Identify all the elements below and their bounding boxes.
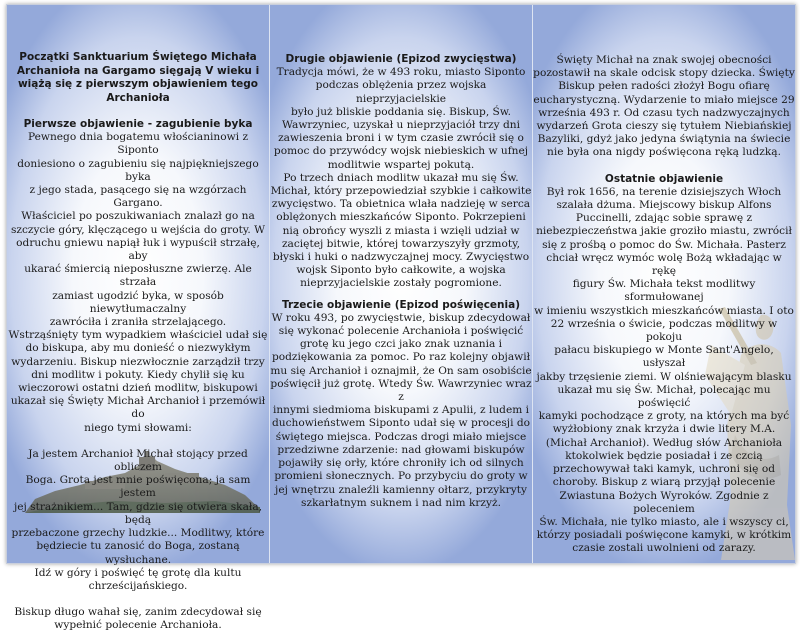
text-line: niego tymi słowami: — [84, 421, 192, 434]
text-line: niebezpieczeństwa jakie groziło miastu, zwrócił — [536, 225, 792, 238]
text-line: szalała dżuma. Miejscowy biskup Alfons — [556, 199, 772, 212]
panel-right — [533, 5, 795, 563]
text-line: z jego stada, pasącego się na wzgórzach Gargano. — [29, 184, 247, 210]
third-apparition-heading: Trzecie objawienie (Epizod poświęcenia) — [282, 298, 520, 311]
sanctuary-title-line-1: Początki Sanktuarium Świętego Michała — [19, 51, 257, 63]
text-line: Bazyliki, gdyż jako jedyna świątynia na świecie — [537, 133, 791, 146]
text-line: pozostawił na skale odcisk stopy dziecka. Święty — [533, 67, 795, 80]
text-line: grotę ku jego czci jako znak uznania i — [299, 338, 503, 351]
quote-line: będziecie tu zanosić do Boga, zostaną wysłuchane. — [36, 540, 240, 566]
text-line: ukazał mu się Św. Michał, polecając mu poświęcić — [557, 383, 771, 410]
text-line: podziękowania za pomoc. Po raz kolejny objawił — [271, 351, 531, 364]
quote-line: chrześcijańskiego. — [88, 579, 188, 592]
text-line: czasie zostali uwolnieni od zarazy. — [572, 542, 756, 555]
text-line: wyżłobiony znak krzyża i dwie litery M.A. — [552, 423, 776, 436]
text-line: Pewnego dnia bogatemu włościaninowi z Siponto — [27, 131, 249, 157]
text-line: się wykonać polecenie Archanioła i poświęcić — [278, 325, 524, 338]
text-line: doniesiono o zagubieniu się najpiękniejszego byka — [17, 157, 259, 183]
quote-line: Ja jestem Archanioł Michał stojący przed obliczem — [28, 447, 248, 474]
text-line: chciał wręcz wymóc wolę Bożą wkładając w rękę — [546, 251, 782, 278]
archangel-quote — [7, 448, 269, 593]
text-line: się z prośbą o pomoc do Św. Michała. Pasterz — [542, 238, 786, 251]
text-line: (Michał Archanioł). Według słów Archanioła — [545, 436, 783, 449]
text-line: błyski i huki o nadzwyczajnej mocy. Zwycięstwo — [272, 251, 530, 264]
text-line: Wstrząśnięty tym wypadkiem właściciel udał się — [8, 329, 268, 342]
text-line: Po trzech dniach modlitw ukazał mu się Św. — [283, 171, 519, 184]
text-line: wydarzeniu. Biskup niezwłocznie zarządził trzy — [11, 355, 265, 368]
third-apparition-text — [270, 312, 532, 510]
text-line: ukazał się Święty Michał Archanioł i przemówił do — [10, 395, 266, 421]
text-line: pałacu biskupiego w Monte Sant'Angelo, usłyszał — [554, 344, 774, 370]
text-line: dni modlitw i pokuty. Kiedy chylił się ku — [31, 368, 245, 381]
text-line: do biskupa, aby mu donieść o niezwykłym — [25, 342, 251, 355]
text-line: Wawrzyniec, uzyskał u nieprzyjaciół trzy dni — [282, 119, 520, 132]
text-line: szczycie góry, klęczącego u wejścia do groty. W — [10, 223, 266, 236]
text-line: świętego miejsca. Podczas drogi miało miejsce — [275, 430, 527, 443]
text-line: wypełnić polecenie Archanioła. — [54, 619, 222, 632]
text-line: wydarzeń Grota cieszy się tytułem Niebiańskiej — [536, 120, 792, 133]
text-line: innymi siedmioma biskupami z Apulii, z ludem i — [272, 404, 530, 417]
text-line: Święty Michał na znak swojej obecności — [556, 54, 772, 66]
text-line: Św. Michała, nie tylko miasto, ale i wszyscy ci, — [539, 515, 789, 528]
panel-left — [7, 5, 269, 632]
text-line: jakby trzęsienie ziemi. W olśniewającym blasku — [536, 370, 792, 383]
second-apparition-text — [270, 66, 532, 290]
text-line: zwycięstwo. Ta obietnica wlała nadzieję w serca — [271, 198, 531, 211]
text-line: pojawiły się orły, które chroniły ich od silnych — [278, 457, 524, 470]
last-apparition-text — [533, 186, 795, 556]
text-line: szkarłatnym suknem i nad nim krzyż. — [301, 496, 501, 509]
text-line: zawróciła i zraniła strzelającego. — [49, 316, 227, 329]
text-line: Biskup pełen radości złożył Bogu ofiarę — [558, 80, 770, 93]
closing-text — [7, 606, 269, 632]
text-line: promieni słonecznych. Po przybyciu do groty w — [274, 470, 528, 483]
text-line: przechowywał taki kamyk, uchroni się od — [553, 463, 775, 476]
text-line: nie była ona nigdy poświęcona ręką ludzką. — [547, 146, 781, 159]
text-line: pomoc do przywódcy wojsk niebieskich w ufnej — [273, 145, 529, 158]
quote-line: Boga. Grota jest mnie poświęcona; ja sam jestem — [25, 474, 251, 500]
text-line: ktokolwiek będzie posiadał i ze czcią — [565, 449, 763, 462]
text-line: W roku 493, po zwycięstwie, biskup zdecydował — [271, 311, 531, 324]
panel-right-content — [533, 54, 795, 556]
text-line: nieprzyjacielskie zostały pogromione. — [300, 277, 502, 290]
panel-middle — [270, 5, 532, 563]
brochure-page — [6, 4, 796, 632]
text-line: przedziwne zdarzenie: nad głowami biskupów — [277, 443, 525, 456]
text-line: zawieszenia broni i w tym czasie zwrócił się o — [278, 132, 524, 145]
sanctuary-consecration-text — [533, 54, 795, 160]
text-line: Michał, który przepowiedział szybkie i całkowite — [270, 185, 532, 198]
text-line: poświęcił już grotę. Wtedy Św. Wawrzyniec wraz z — [270, 377, 532, 404]
text-line: choroby. Biskup z wiarą przyjął polecenie — [552, 476, 776, 489]
text-line: Zwiastuna Bożych Wyroków. Zgodnie z poleceniem — [559, 489, 769, 515]
text-line: modlitwie wspartej pokutą. — [327, 158, 475, 171]
text-line: zamiast ugodzić byka, w sposób niewytłumaczalny — [52, 289, 224, 315]
text-line: Był rok 1656, na terenie dzisiejszych Włoch — [546, 185, 782, 198]
text-line: 22 września o świcie, podczas modlitwy w pokoju — [550, 317, 778, 344]
text-line: duchowieństwem Siponto udał się w procesji do — [271, 417, 531, 430]
text-line: Biskup długo wahał się, zanim zdecydował się — [14, 606, 262, 619]
text-line: odruchu gniewu napiął łuk i wypuścił strzałę, aby — [16, 236, 260, 263]
text-line: wieczorowi ostatni dzień modlitw, biskupowi — [18, 382, 258, 395]
quote-line: jej strażnikiem... Tam, gdzie się otwiera skała, będą — [13, 500, 263, 526]
last-apparition-heading: Ostatnie objawienie — [604, 172, 724, 185]
text-line: wojsk Siponto było całkowite, a wojska — [296, 264, 506, 277]
panel-left-content — [7, 51, 269, 633]
text-line: nią obrońcy wyszli z miasta i wzięli udział w — [282, 224, 520, 237]
text-line: mu się Archanioł i oznajmił, że On sam osobiście — [270, 364, 532, 377]
sanctuary-title-line-3: wiążą się z pierwszym objawieniem tego — [17, 78, 259, 90]
text-line: oblężonych mieszkańców Siponto. Pokrzepieni — [276, 211, 526, 224]
text-line: Tradycja mówi, że w 493 roku, miasto Siponto — [276, 66, 526, 79]
sanctuary-title-line-2: Archanioła na Gargamo sięgają V wieku i — [16, 64, 260, 77]
text-line: eucharystyczną. Wydarzenie to miało miejsce 29 — [533, 93, 795, 106]
text-line: podczas oblężenia przez wojska nieprzyjacielskie — [315, 79, 487, 105]
text-line: zaciętej bitwie, której towarzyszyły grzmoty, — [281, 237, 521, 250]
sanctuary-title-line-4: Archanioła — [106, 91, 170, 104]
text-line: jej wnętrzu znaleźli kamienny ołtarz, przykryty — [275, 483, 527, 496]
first-apparition-text — [7, 131, 269, 435]
text-line: Puccinelli, zdając sobie sprawę z — [575, 212, 753, 225]
text-line: było już bliskie poddania się. Biskup, Św. — [290, 105, 511, 118]
text-line: w imieniu wszystkich mieszkańców miasta. I oto — [534, 304, 794, 317]
text-line: figury Św. Michała tekst modlitwy sformułowanej — [572, 278, 756, 304]
text-line: którzy posiadali poświęcone kamyki, w krótkim — [536, 529, 792, 542]
text-line: września 493 r. Od czasu tych nadzwyczajnych — [538, 106, 790, 119]
text-line: kamyki pochodzące z groty, na których ma być — [538, 410, 790, 423]
first-apparition-heading: Pierwsze objawienie - zagubienie byka — [23, 118, 253, 130]
text-line: Właściciel po poszukiwaniach znalazł go na — [21, 210, 255, 223]
second-apparition-heading: Drugie objawienie (Epizod zwycięstwa) — [285, 53, 517, 65]
quote-line: Idź w góry i poświęć tę grotę dla kultu — [34, 566, 242, 579]
quote-line: przebaczone grzechy ludzkie... Modlitwy, które — [11, 527, 265, 540]
panel-middle-content — [270, 53, 532, 510]
text-line: ukarać śmiercią nieposłuszne zwierzę. Ale strzała — [24, 263, 252, 289]
